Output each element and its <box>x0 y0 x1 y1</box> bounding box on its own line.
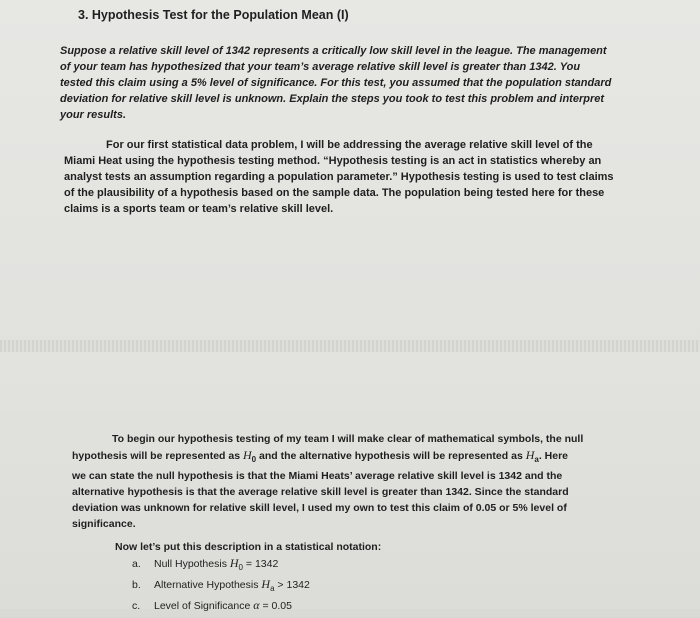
text-run: and the alternative hypothesis will be represented as <box>256 450 526 462</box>
question-prompt <box>60 43 620 123</box>
relation: = <box>259 600 272 613</box>
list-item <box>132 597 310 618</box>
notation-intro: Now let’s put this description in a statistical notation: <box>115 541 382 553</box>
list-item <box>132 576 310 597</box>
math-symbol: α <box>253 598 260 613</box>
prompt-line: Suppose a relative skill level of 1342 represents a critically low skill level in the league. The management <box>60 45 607 57</box>
subscript: a <box>534 455 539 465</box>
paragraph-line: Miami Heat using the hypothesis testing method. “Hypothesis testing is an act in statistics whereby an <box>64 155 602 167</box>
relation: > <box>274 579 287 592</box>
list-value: 1342 <box>254 558 279 570</box>
section-heading: 3. Hypothesis Test for the Population Mean (I) <box>78 8 349 22</box>
paragraph-line: alternative hypothesis is that the average relative skill level is greater than 1342. Since the standard <box>72 486 569 499</box>
text-run: . Here <box>538 450 569 462</box>
relation: = <box>243 558 255 570</box>
prompt-line: of your team has hypothesized that your team’s average relative skill level is greater than 1342. You <box>60 61 581 73</box>
list-value: 0.05 <box>271 600 292 613</box>
list-item <box>132 555 310 576</box>
subscript: 0 <box>238 563 243 573</box>
paragraph-line: For our first statistical data problem, I will be addressing the average relative skill level of the <box>106 139 593 151</box>
text-run: hypothesis will be represented as <box>72 450 243 462</box>
math-symbol: H <box>261 577 271 592</box>
paragraph-line: To begin our hypothesis testing of my team I will make clear of mathematical symbols, the null <box>112 433 584 445</box>
prompt-line: tested this claim using a 5% level of significance. For this test, you assumed that the population standard <box>60 77 612 89</box>
paragraph-line <box>72 447 632 468</box>
subscript: a <box>270 584 275 594</box>
list-marker: b. <box>132 579 141 592</box>
paragraph-line: significance. <box>72 518 136 531</box>
prompt-line: your results. <box>60 109 127 121</box>
paragraph-line: analyst tests an assumption regarding a population parameter.” Hypothesis testing is used to test claims <box>64 171 614 183</box>
null-hypothesis-symbol: H <box>242 448 252 462</box>
paragraph-line: deviation was unknown for relative skill level, I used my own to test this claim of 0.05 or 5% level of <box>72 502 567 515</box>
list-label: Alternative Hypothesis <box>154 579 262 592</box>
list-value: 1342 <box>286 579 310 592</box>
paragraph-line: of the plausibility of a hypothesis based on the sample data. The population being tested here for these <box>64 187 605 199</box>
answer-paragraph-1 <box>64 137 624 217</box>
subscript: 0 <box>251 455 257 465</box>
list-label: Null Hypothesis <box>154 558 230 570</box>
paragraph-line: claims is a sports team or team’s relative skill level. <box>64 203 334 215</box>
list-label: Level of Significance <box>154 600 254 613</box>
paragraph-line: we can state the null hypothesis is that the Miami Heats’ average relative skill level is 1342 and the <box>72 470 563 483</box>
alt-hypothesis-symbol: H <box>525 448 535 462</box>
math-symbol: H <box>229 556 239 570</box>
list-marker: a. <box>132 558 141 570</box>
list-marker: c. <box>132 600 141 613</box>
prompt-line: deviation for relative skill level is unknown. Explain the steps you took to test this problem and interpret <box>60 93 605 105</box>
answer-paragraph-2 <box>72 431 632 532</box>
